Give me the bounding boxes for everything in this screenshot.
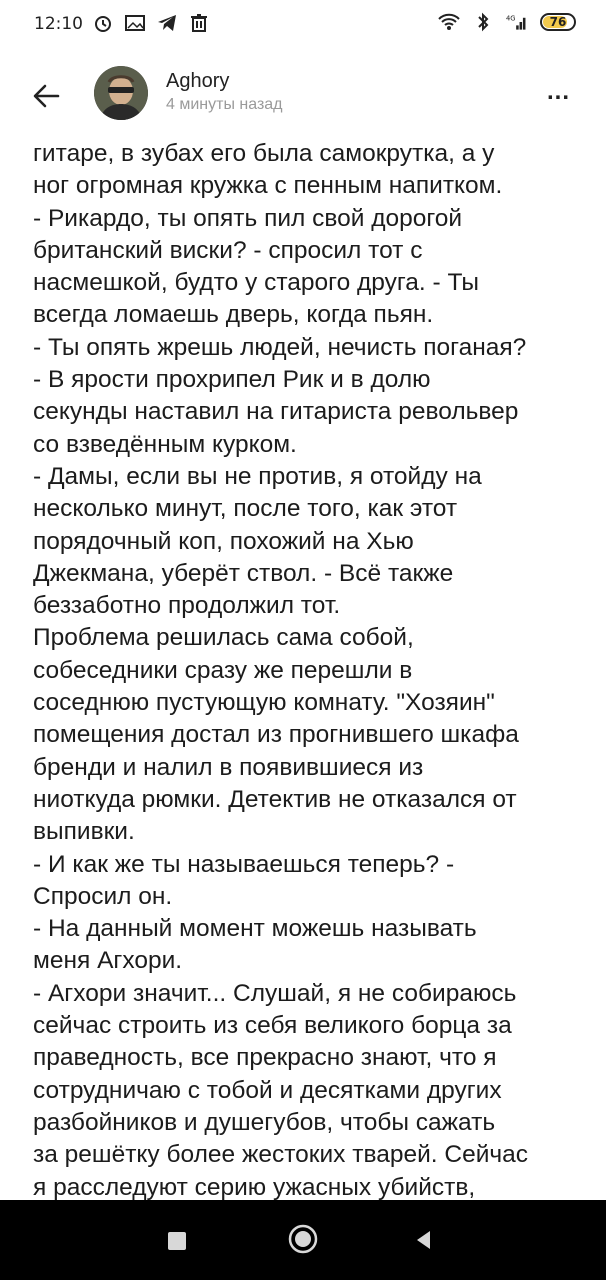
gallery-icon xyxy=(124,13,146,33)
battery-level: 76 xyxy=(549,15,567,29)
text-line: ног огромная кружка с пенным напитком. xyxy=(33,172,503,200)
battery-indicator xyxy=(540,13,576,31)
text-line: порядочный коп, похожий на Хью xyxy=(33,527,414,555)
text-line: ниоткуда рюмки. Детектив не отказался от xyxy=(33,785,517,813)
text-line: разбойников и душегубов, чтобы сажать xyxy=(33,1108,496,1136)
wifi-icon xyxy=(438,12,460,32)
alarm-icon xyxy=(92,13,114,33)
text-line: секунды наставил на гитариста револьвер xyxy=(33,398,519,426)
text-line: - Агхори значит... Слушай, я не собираюсь xyxy=(33,979,517,1007)
text-line: гитаре, в зубах его была самокрутка, а у xyxy=(33,140,495,167)
text-line: британский виски? - спросил тот с xyxy=(33,236,423,264)
recents-icon[interactable] xyxy=(168,1232,186,1250)
avatar[interactable] xyxy=(94,66,148,120)
text-line: праведность, все прекрасно знают, что я xyxy=(33,1044,497,1072)
text-line: меня Агхори. xyxy=(33,947,183,975)
more-options-button[interactable]: ... xyxy=(546,78,570,105)
status-time: 12:10 xyxy=(34,14,83,34)
home-icon[interactable] xyxy=(287,1223,319,1255)
text-line: помещения достал из прогнившего шкафа xyxy=(33,721,519,749)
text-line: собеседники сразу же перешли в xyxy=(33,656,413,684)
system-nav-bar xyxy=(0,1200,606,1280)
text-line: за решётку более жестоких тварей. Сейчас xyxy=(33,1141,529,1169)
signal-icon xyxy=(506,12,528,32)
status-icons-left xyxy=(92,13,210,33)
text-line: несколько минут, после того, как этот xyxy=(33,495,458,523)
trash-icon xyxy=(188,13,210,33)
avatar-image xyxy=(94,66,148,120)
text-line: соседнюю пустующую комнату. "Хозяин" xyxy=(33,689,495,717)
bluetooth-icon xyxy=(472,12,494,32)
text-line: сейчас строить из себя великого борца за xyxy=(33,1012,512,1040)
text-line: - Рикардо, ты опять пил свой дорогой xyxy=(33,204,463,232)
text-line: насмешкой, будто у старого друга. - Ты xyxy=(33,269,480,297)
text-line: Проблема решилась сама собой, xyxy=(33,624,414,652)
text-line: сотрудничаю с тобой и десятками других xyxy=(33,1076,502,1104)
telegram-icon xyxy=(156,13,178,33)
text-line: всегда ломаешь дверь, когда пьян. xyxy=(33,301,434,329)
post-header xyxy=(0,48,606,140)
svg-text:4G: 4G xyxy=(506,14,516,23)
post-body xyxy=(33,138,583,1204)
text-line: Спросил он. xyxy=(33,882,173,910)
status-bar xyxy=(0,0,606,48)
text-line: - Ты опять жрешь людей, нечисть поганая? xyxy=(33,333,527,361)
nav-back-icon[interactable] xyxy=(412,1228,436,1252)
text-line: - И как же ты называешься теперь? - xyxy=(33,850,455,878)
text-line: - Дамы, если вы не против, я отойду на xyxy=(33,462,482,490)
text-line: - В ярости прохрипел Рик и в долю xyxy=(33,366,431,394)
author-name[interactable]: Aghory xyxy=(166,70,230,92)
text-line: со взведённым курком. xyxy=(33,430,297,458)
back-arrow-icon[interactable] xyxy=(26,76,66,116)
text-line: я расследуют серию ужасных убийств, xyxy=(33,1173,476,1201)
text-line: выпивки. xyxy=(33,818,135,846)
text-line: - На данный момент можешь называть xyxy=(33,915,477,943)
text-line: Джекмана, уберёт ствол. - Всё также xyxy=(33,559,454,587)
post-timestamp: 4 минуты назад xyxy=(166,96,283,113)
status-icons-right xyxy=(438,12,576,32)
text-line: беззаботно продолжил тот. xyxy=(33,592,341,620)
text-line: бренди и налил в появившиеся из xyxy=(33,753,424,781)
